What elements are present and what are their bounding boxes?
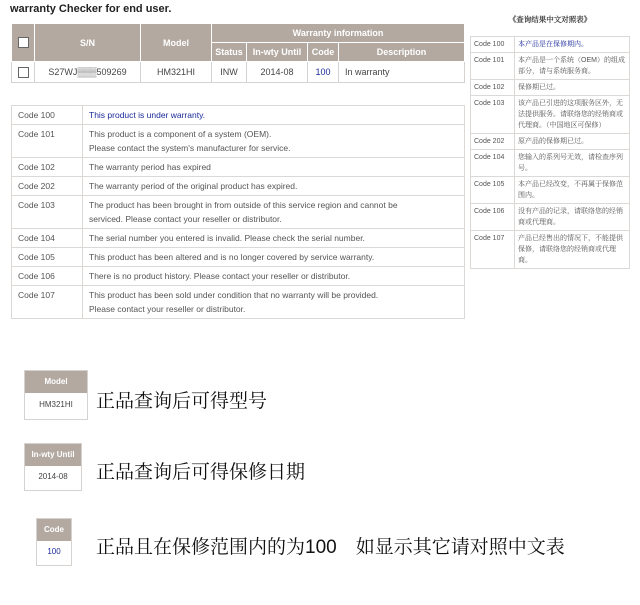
select-all-checkbox[interactable] xyxy=(18,37,29,48)
cn-code-label: Code 202 xyxy=(471,134,515,150)
code-text-line: Please contact the system's manufacturer for service. xyxy=(89,143,291,153)
cn-code-row xyxy=(471,134,630,150)
model-example-value: HM321HI xyxy=(39,400,73,409)
code-text: The warranty period of the original product has expired. xyxy=(83,177,465,196)
cn-code-label: Code 104 xyxy=(471,150,515,177)
wty-example-header: In-wty Until xyxy=(25,444,81,466)
code-text-line: serviced. Please contact your reseller or distributor. xyxy=(89,214,282,224)
code-label: Code 100 xyxy=(12,106,83,125)
cn-code-text: 原产品的保修期已过。 xyxy=(515,134,630,150)
warranty-info-header: Warranty information xyxy=(212,24,465,43)
cn-code-row xyxy=(471,177,630,204)
model-caption: 正品查询后可得型号 xyxy=(96,391,268,412)
code-row xyxy=(12,106,465,125)
code-row xyxy=(12,177,465,196)
cn-code-text: 本产品是在保修期内。 xyxy=(515,37,630,53)
model-example-box xyxy=(24,370,88,420)
wty-caption: 正品查询后可得保修日期 xyxy=(96,462,306,483)
code-label: Code 104 xyxy=(12,229,83,248)
code-text xyxy=(83,286,465,319)
code-caption: 正品且在保修范围内的为100 如显示其它请对照中文表 xyxy=(96,537,565,558)
cn-code-label: Code 101 xyxy=(471,53,515,80)
sn-cell: S27WJ▒▒▒509269 xyxy=(35,62,141,83)
row-checkbox[interactable] xyxy=(18,67,29,78)
cn-code-text: 您输入的系列号无效，请检查序列号。 xyxy=(515,150,630,177)
model-example-header: Model xyxy=(25,371,87,393)
code-text-line: This product is a component of a system (OEM). xyxy=(89,129,272,139)
cn-code-row xyxy=(471,80,630,96)
status-cell: INW xyxy=(212,62,247,83)
cn-code-text: 该产品已引进的这项服务区外，无法提供服务。请联络您的经销商或代理商。（中国地区可保修） xyxy=(515,96,630,134)
code-text xyxy=(83,196,465,229)
select-all-header xyxy=(12,24,35,62)
page-title: warranty Checker for end user. xyxy=(10,3,172,15)
cn-code-row xyxy=(471,150,630,177)
sn-header: S/N xyxy=(35,24,141,62)
model-header: Model xyxy=(141,24,212,62)
code-cell: 100 xyxy=(308,62,339,83)
code-row xyxy=(12,196,465,229)
description-header: Description xyxy=(339,43,465,62)
cn-code-label: Code 107 xyxy=(471,231,515,269)
cn-code-text: 没有产品的记录，请联络您的经销商或代理商。 xyxy=(515,204,630,231)
cn-code-row xyxy=(471,37,630,53)
cn-code-label: Code 102 xyxy=(471,80,515,96)
row-checkbox-cell xyxy=(12,62,35,83)
code-text: This product has been altered and is no longer covered by service warranty. xyxy=(83,248,465,267)
code-label: Code 202 xyxy=(12,177,83,196)
wty-example-box xyxy=(24,443,82,491)
code-label: Code 105 xyxy=(12,248,83,267)
table-row xyxy=(12,62,465,83)
cn-table-title: 《查询结果中文对照表》 xyxy=(508,15,592,24)
code-header: Code xyxy=(308,43,339,62)
code-text xyxy=(83,125,465,158)
code-row xyxy=(12,125,465,158)
wty-example-value: 2014-08 xyxy=(38,472,68,481)
cn-code-text: 本产品是一个系统（OEM）的组成部分，请与系统服务商。 xyxy=(515,53,630,80)
cn-code-label: Code 103 xyxy=(471,96,515,134)
code-text: There is no product history. Please contact your reseller or distributor. xyxy=(83,267,465,286)
code-row xyxy=(12,286,465,319)
cn-code-label: Code 105 xyxy=(471,177,515,204)
code-text: This product is under warranty. xyxy=(83,106,465,125)
in-wty-until-cell: 2014-08 xyxy=(247,62,308,83)
code-text-line: The product has been brought in from outside of this service region and cannot be xyxy=(89,200,398,210)
model-cell: HM321HI xyxy=(141,62,212,83)
cn-code-table xyxy=(470,36,630,269)
code-text-line: This product has been sold under condition that no warranty will be provided. xyxy=(89,290,379,300)
code-text-line: Please contact your reseller or distributor. xyxy=(89,304,246,314)
code-label: Code 101 xyxy=(12,125,83,158)
code-explanation-table xyxy=(11,105,465,319)
cn-code-row xyxy=(471,231,630,269)
code-example-value: 100 xyxy=(47,547,61,556)
code-row xyxy=(12,229,465,248)
cn-code-label: Code 100 xyxy=(471,37,515,53)
code-text: The warranty period has expired xyxy=(83,158,465,177)
status-header: Status xyxy=(212,43,247,62)
code-example-header: Code xyxy=(37,519,71,541)
code-example-box xyxy=(36,518,72,566)
cn-code-row xyxy=(471,96,630,134)
description-cell: In warranty xyxy=(339,62,465,83)
code-label: Code 102 xyxy=(12,158,83,177)
cn-code-text: 产品已经售出的情况下，不能提供保修，请联络您的经销商或代理商。 xyxy=(515,231,630,269)
cn-code-row xyxy=(471,53,630,80)
code-label: Code 103 xyxy=(12,196,83,229)
cn-code-row xyxy=(471,204,630,231)
code-text: The serial number you entered is invalid. Please check the serial number. xyxy=(83,229,465,248)
cn-code-text: 本产品已经改变，不再属于保修范围内。 xyxy=(515,177,630,204)
warranty-table xyxy=(11,23,465,83)
in-wty-until-header: In-wty Until xyxy=(247,43,308,62)
code-row xyxy=(12,267,465,286)
cn-code-label: Code 106 xyxy=(471,204,515,231)
code-label: Code 106 xyxy=(12,267,83,286)
code-row xyxy=(12,158,465,177)
cn-code-text: 保修期已过。 xyxy=(515,80,630,96)
code-row xyxy=(12,248,465,267)
code-label: Code 107 xyxy=(12,286,83,319)
